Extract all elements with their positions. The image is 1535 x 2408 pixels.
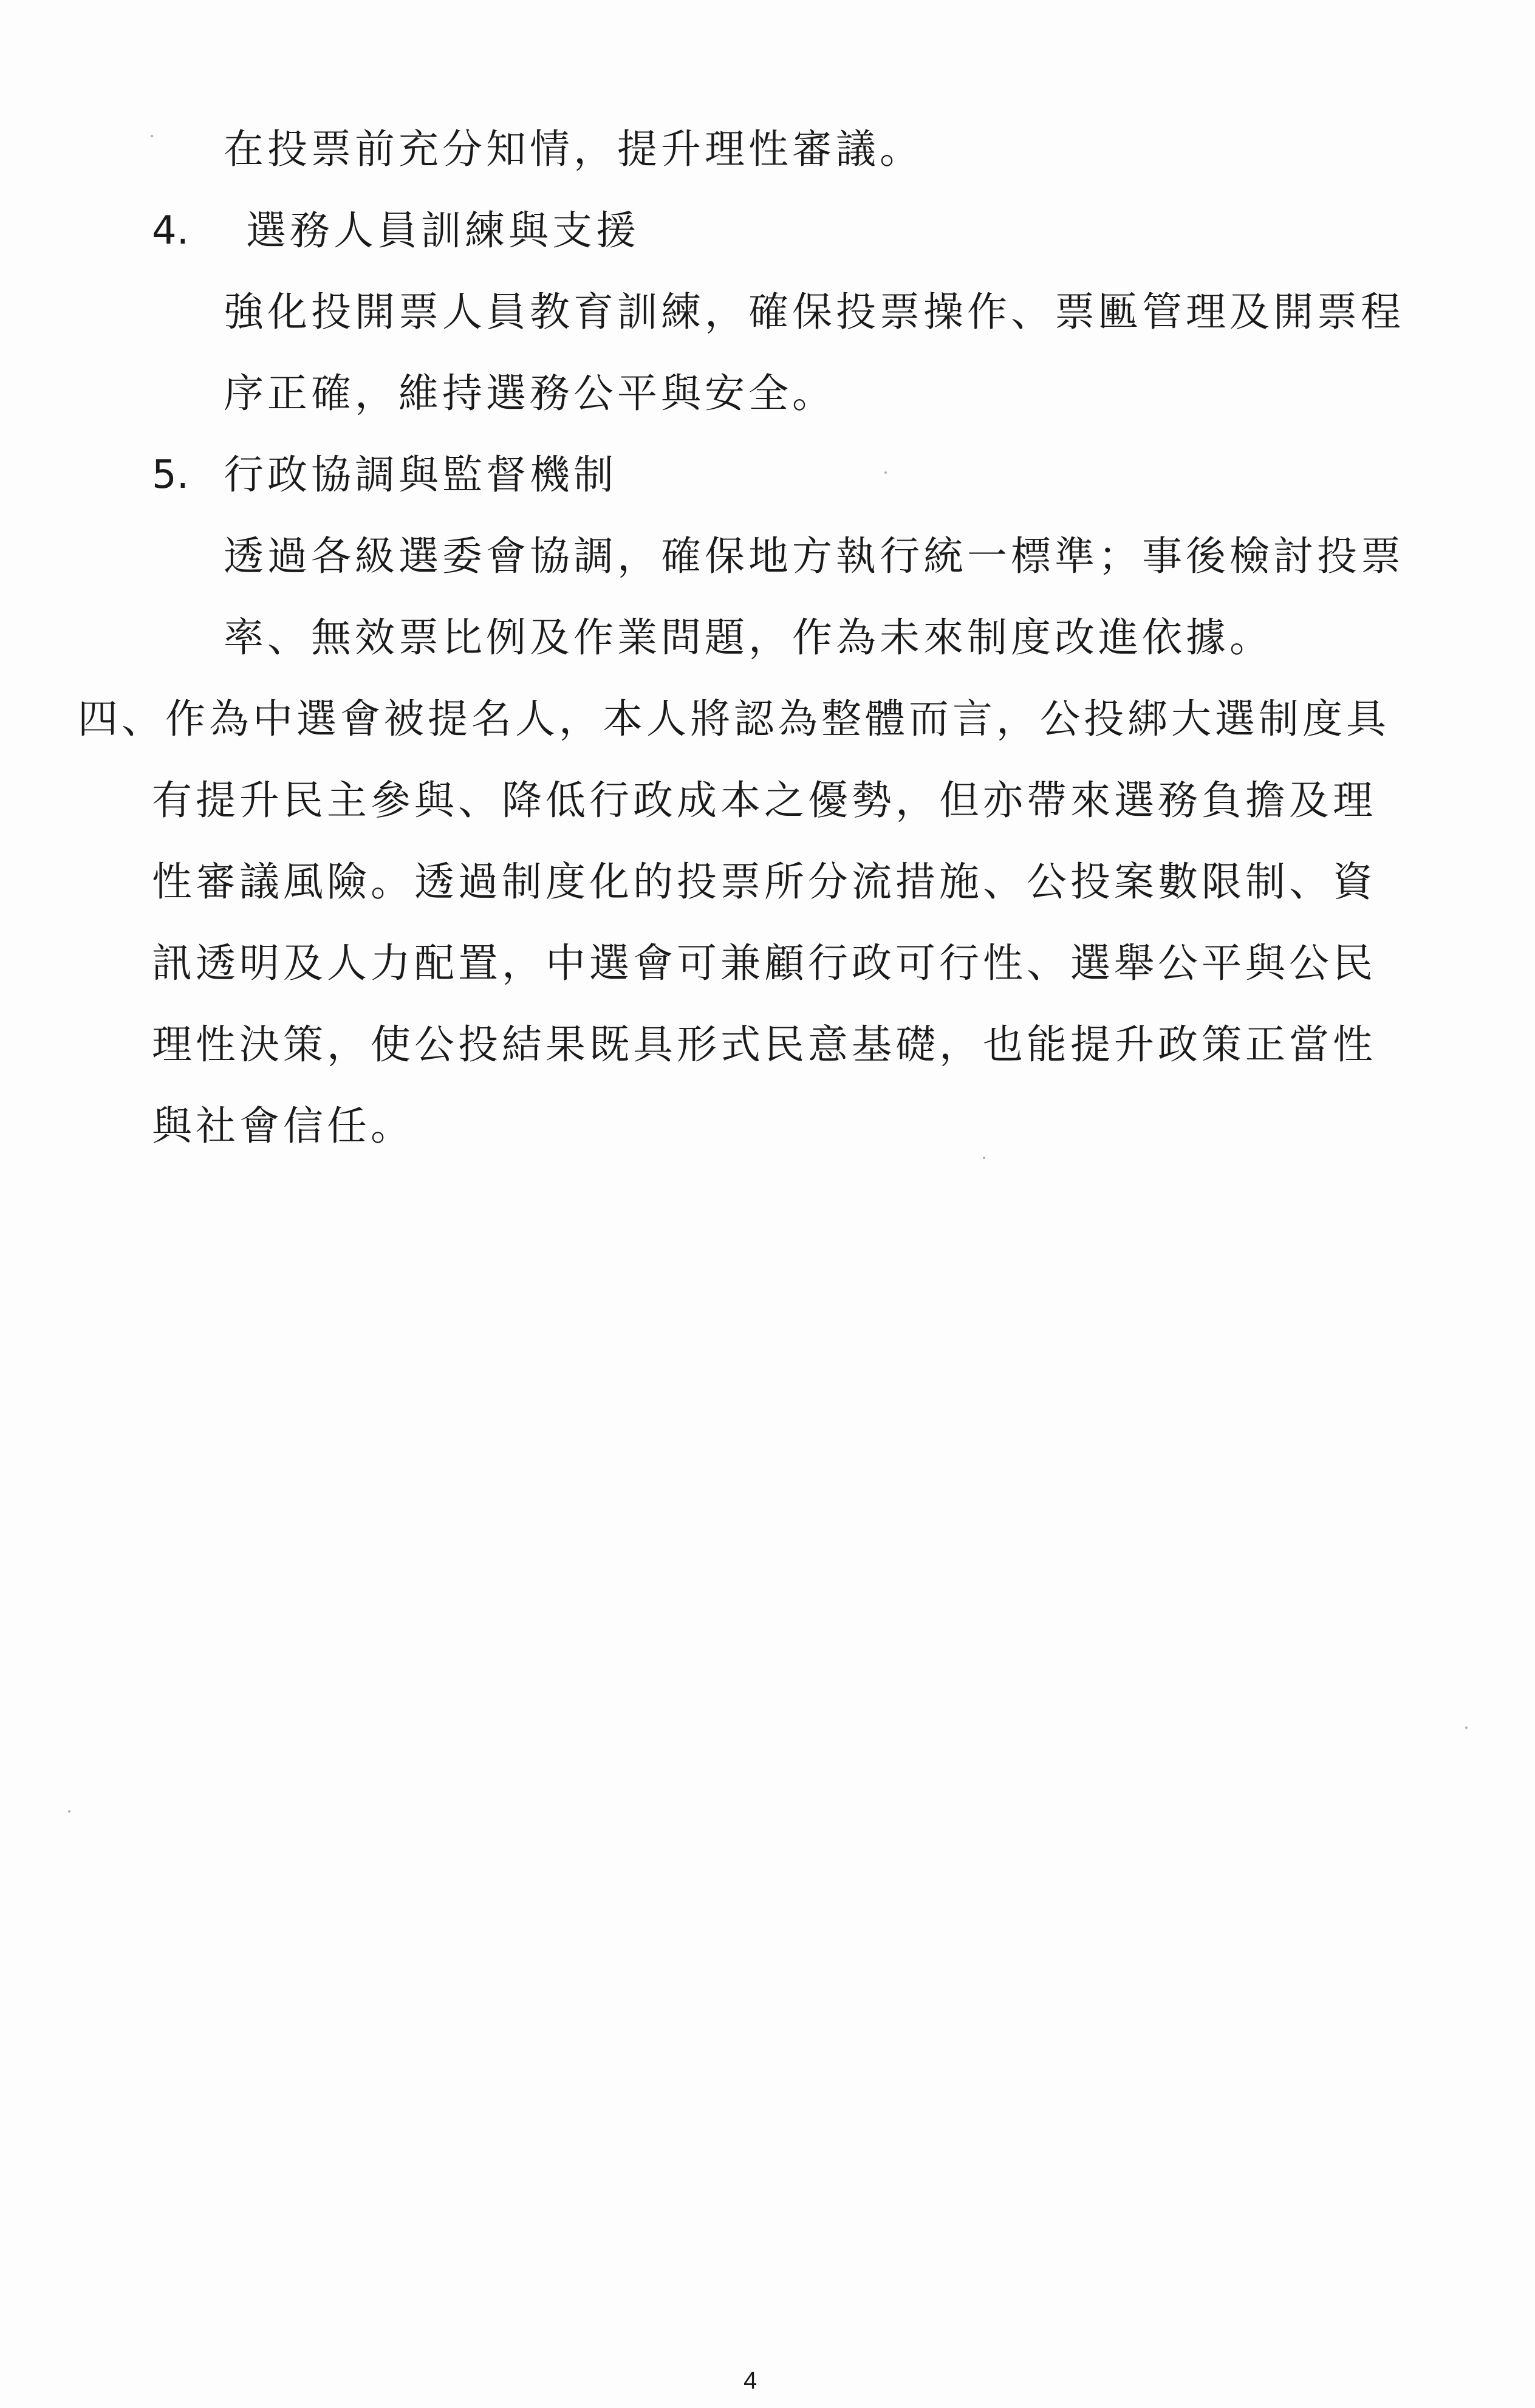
section-four-line-2: 有提升民主參與、降低行政成本之優勢，但亦帶來選務負擔及理 <box>152 777 1376 824</box>
item-4-number: 4. <box>152 208 190 253</box>
page-number: 4 <box>744 2367 757 2394</box>
scan-speck <box>983 1157 985 1159</box>
item-5-body-line-1: 透過各級選委會協調，確保地方執行統一標準；事後檢討投票 <box>224 533 1404 580</box>
item-4-body-line-2: 序正確，維持選務公平與安全。 <box>224 370 836 417</box>
item-5-body-line-2: 率、無效票比例及作業問題，作為未來制度改進依據。 <box>224 614 1273 661</box>
item-4-heading: 選務人員訓練與支援 <box>246 207 640 254</box>
scan-speck <box>884 471 887 474</box>
scan-speck <box>151 135 153 137</box>
scan-speck <box>1465 1726 1468 1729</box>
intro-continuation-line: 在投票前充分知情，提升理性審議。 <box>224 126 923 173</box>
section-four-line-1: 四、作為中選會被提名人，本人將認為整體而言，公投綁大選制度具 <box>78 696 1390 742</box>
scan-speck <box>68 1810 70 1813</box>
section-four-line-3: 性審議風險。透過制度化的投票所分流措施、公投案數限制、資 <box>152 858 1376 905</box>
item-5-heading: 行政協調與監督機制 <box>224 451 617 498</box>
item-5-number: 5. <box>152 453 190 498</box>
section-four-line-6: 與社會信任。 <box>152 1103 414 1149</box>
section-four-line-4: 訊透明及人力配置，中選會可兼顧行政可行性、選舉公平與公民 <box>152 940 1376 987</box>
section-four-line-5: 理性決策，使公投結果既具形式民意基礎，也能提升政策正當性 <box>152 1021 1376 1068</box>
item-4-body-line-1: 強化投開票人員教育訓練，確保投票操作、票匭管理及開票程 <box>224 289 1404 335</box>
